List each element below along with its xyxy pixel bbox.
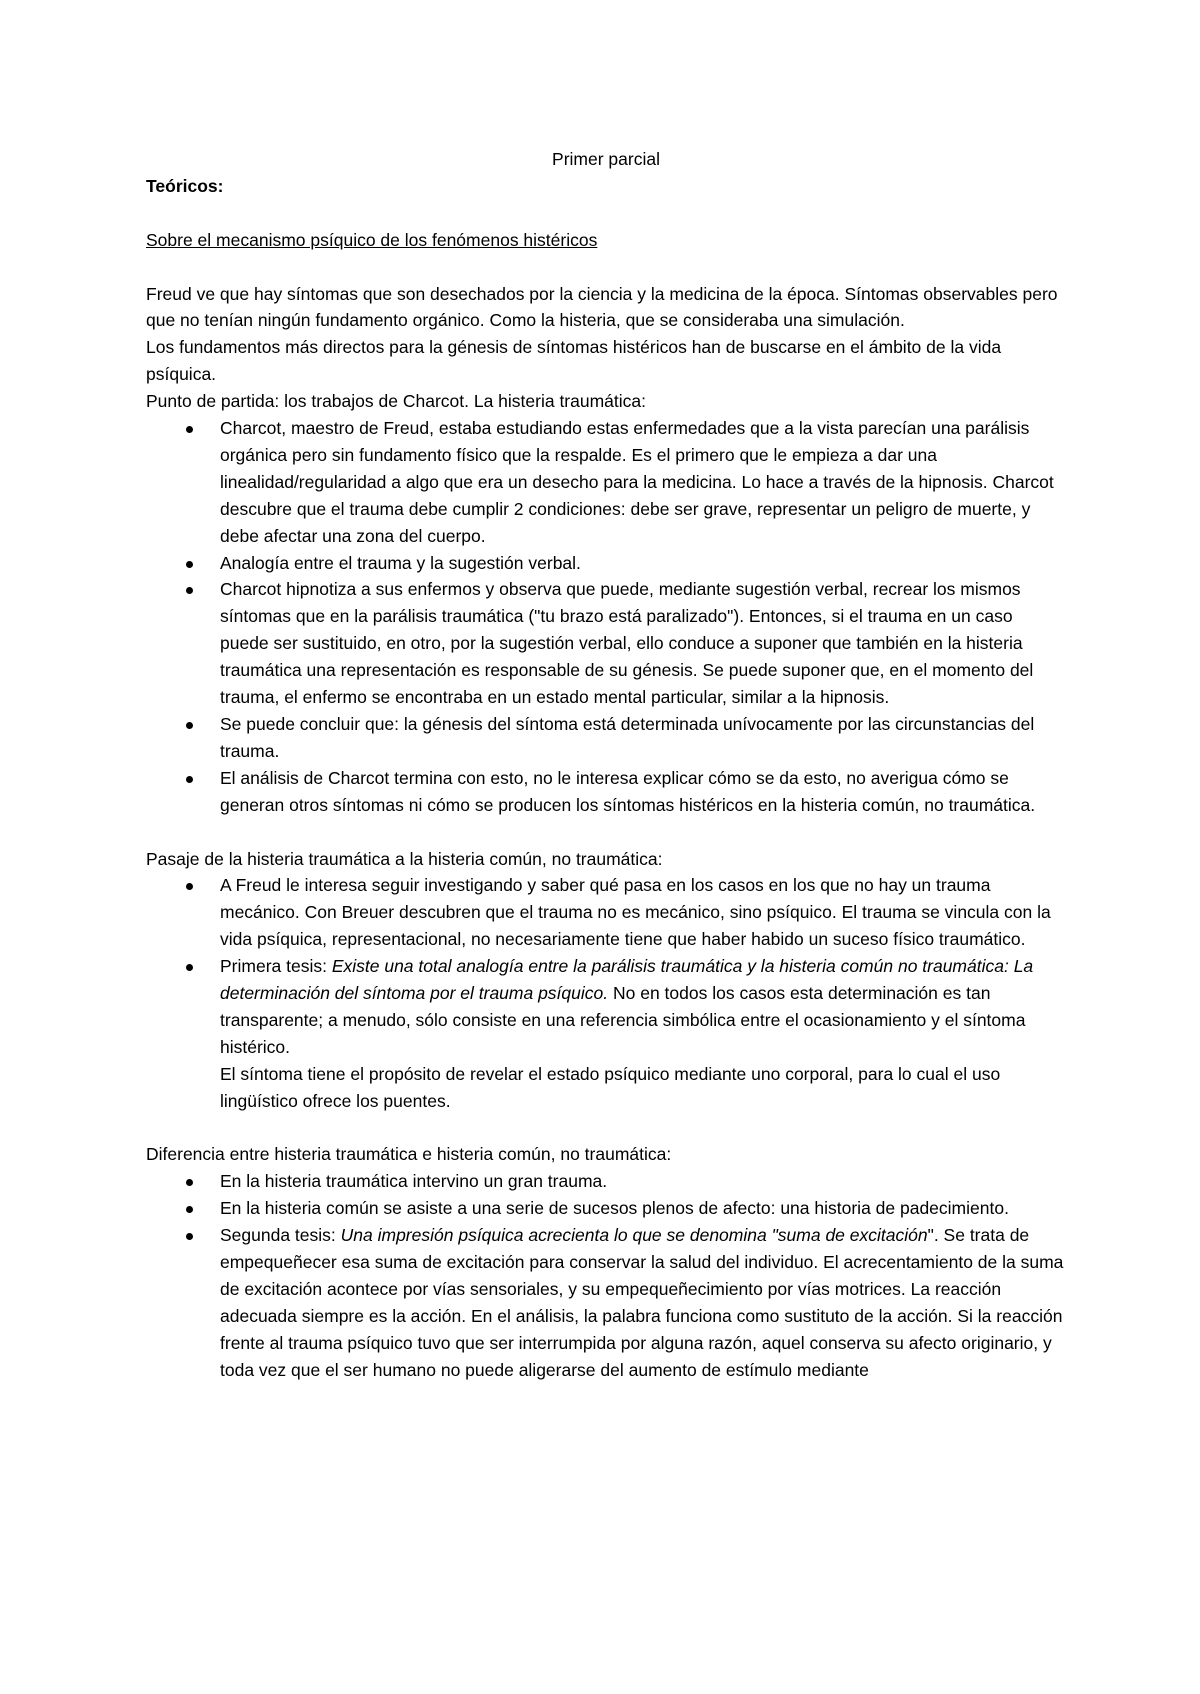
bullet-icon <box>186 964 193 971</box>
spacer <box>146 200 1066 227</box>
list-item-text: No en todos los casos esta determinación es tan transparente; a menudo, sólo consiste en una referencia simbólica entre el ocasionamiento y el síntoma histérico. <box>220 983 1026 1057</box>
bullet-icon <box>186 1233 193 1240</box>
intro-paragraph: Freud ve que hay síntomas que son desechados por la ciencia y la medicina de la época. Síntomas observables pero que no tenían ningún fundamento orgánico. Como la histeria, que se consideraba una simulación. <box>146 283 1058 331</box>
diferencia-list <box>146 1168 1066 1383</box>
list-item-text: Se puede concluir que: la génesis del síntoma está determinada unívocamente por las circunstancias del trauma. <box>220 714 1035 761</box>
bullet-icon <box>186 1179 193 1186</box>
bullet-icon <box>186 426 193 433</box>
list-item <box>146 953 1066 1114</box>
list-item-lead: Primera tesis: <box>220 956 332 977</box>
document-subtitle: Sobre el mecanismo psíquico de los fenómenos histéricos <box>146 229 598 250</box>
list-item-text: A Freud le interesa seguir investigando y saber qué pasa en los casos en los que no hay un trauma mecánico. Con Breuer descubren que el trauma no es mecánico, sino psíquico. El trauma se vincula con la vida psíquica, representacional, no necesariamente tiene que haber habido un suceso físico traumático. <box>220 875 1051 950</box>
thesis-italic: Existe una total analogía entre la parálisis traumática y la histeria común no traumática: La determinación del síntoma por el trauma psíquico. <box>220 956 1034 1004</box>
intro-paragraph: Los fundamentos más directos para la génesis de síntomas histéricos han de buscarse en el ámbito de la vida psíquica. <box>146 337 1002 385</box>
list-item-text: El análisis de Charcot termina con esto, no le interesa explicar cómo se da esto, no averigua cómo se generan otros síntomas ni cómo se producen los síntomas histéricos en la histeria común, no traumática. <box>220 767 1036 815</box>
spacer <box>146 819 1066 846</box>
section-heading: Diferencia entre histeria traumática e histeria común, no traumática: <box>146 1144 672 1165</box>
list-item-text: Analogía entre el trauma y la sugestión verbal. <box>220 552 581 573</box>
intro-paragraph: Punto de partida: los trabajos de Charcot. La histeria traumática: <box>146 391 646 412</box>
section-label: Teóricos: <box>146 175 224 196</box>
list-item <box>146 711 1066 765</box>
charcot-list <box>146 415 1066 819</box>
list-item <box>146 1222 1066 1383</box>
bullet-icon <box>186 722 193 729</box>
list-item-text: ". Se trata de empequeñecer esa suma de excitación para conservar la salud del individuo. El acrecentamiento de la suma de excitación acontece por vías sensoriales, y su empequeñecimiento por vías motrices. La reacción adecuada siempre es la acción. En el análisis, la palabra funciona como sustituto de la acción. Si la reacción frente al trauma psíquico tuvo que ser interrumpida por alguna razón, aquel conserva su afecto originario, y toda vez que el ser humano no puede aligerarse del aumento de estímulo mediante <box>220 1225 1064 1380</box>
list-item <box>146 765 1066 819</box>
bullet-icon <box>186 561 193 568</box>
list-item <box>146 550 1066 577</box>
bullet-icon <box>186 1206 193 1213</box>
list-item <box>146 872 1066 953</box>
list-item-continuation: El síntoma tiene el propósito de revelar el estado psíquico mediante uno corporal, para lo cual el uso lingüístico ofrece los puentes. <box>220 1063 1001 1111</box>
thesis-italic: Una impresión psíquica acrecienta lo que se denomina "suma de excitación <box>340 1225 928 1246</box>
list-item <box>146 415 1066 550</box>
list-item-text: En la histeria traumática intervino un gran trauma. <box>220 1171 608 1192</box>
bullet-icon <box>186 587 193 594</box>
bullet-icon <box>186 776 193 783</box>
section-heading: Pasaje de la histeria traumática a la histeria común, no traumática: <box>146 848 663 869</box>
list-item <box>146 1168 1066 1195</box>
document-body <box>146 146 1066 1384</box>
list-item <box>146 576 1066 711</box>
list-item-lead: Segunda tesis: <box>220 1225 341 1246</box>
spacer <box>146 1115 1066 1142</box>
page-title: Primer parcial <box>552 149 660 169</box>
list-item-text: Charcot, maestro de Freud, estaba estudiando estas enfermedades que a la vista parecían una parálisis orgánica pero sin fundamento físico que la respalde. Es el primero que le empieza a dar una linealidad/regularidad a algo que era un desecho para la medicina. Lo hace a través de la hipnosis. Charcot descubre que el trauma debe cumplir 2 condiciones: debe ser grave, representar un peligro de muerte, y debe afectar una zona del cuerpo. <box>220 418 1054 546</box>
list-item-text: Charcot hipnotiza a sus enfermos y observa que puede, mediante sugestión verbal, recrear los mismos síntomas que en la parálisis traumática ("tu brazo está paralizado"). Entonces, si el trauma en un caso puede ser sustituido, en otro, por la sugestión verbal, ello conduce a suponer que también en la histeria traumática una representación es responsable de su génesis. Se puede suponer que, en el momento del trauma, el enfermo se encontraba en un estado mental particular, similar a la hipnosis. <box>220 579 1034 708</box>
pasaje-list <box>146 872 1066 1114</box>
spacer <box>146 254 1066 281</box>
list-item-text: En la histeria común se asiste a una serie de sucesos plenos de afecto: una historia de padecimiento. <box>220 1198 1009 1219</box>
bullet-icon <box>186 883 193 890</box>
list-item <box>146 1195 1066 1222</box>
